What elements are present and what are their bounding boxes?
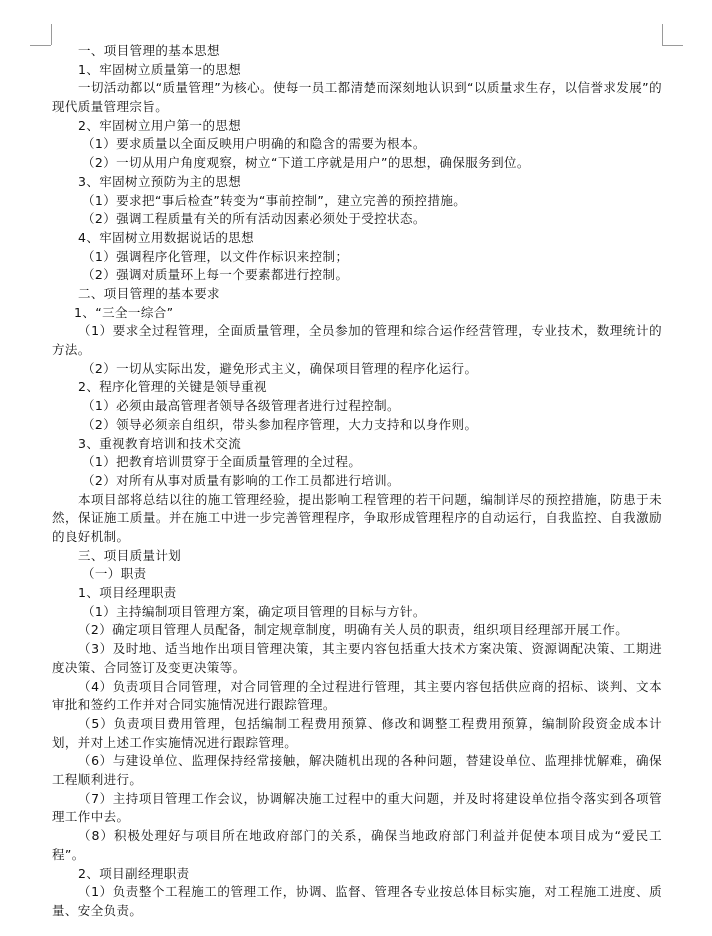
document-line: （1）要求把“事后检查”转变为“事前控制”，建立完善的预控措施。	[82, 192, 467, 208]
document-line: 4、牢固树立用数据说话的思想	[78, 229, 255, 245]
document-line: （2）领导必须亲自组织，带头参加程序管理，大力支持和以身作则。	[82, 416, 478, 432]
document-line: 2、项目副经理职责	[78, 865, 190, 881]
document-line: （7）主持项目管理工作会议，协调解决施工过程中的重大问题，并及时将建设单位指令落实到各项管理工作中去。	[52, 790, 662, 825]
document-line: （1）要求全过程管理，全面质量管理，全员参加的管理和综合运作经营管理，专业技术，数理统计的方法。	[52, 323, 662, 358]
document-line: 本项目部将总结以往的施工管理经验，提出影响工程管理的若干问题，编制详尽的预控措施，防患于未然，保证施工质量。并在施工中进一步完善管理程序，争取形成管理程序的自动运行，自我监控、自我激励的良好机制。	[52, 491, 662, 544]
document-line: （2）一切从实际出发，避免形式主义，确保项目管理的程序化运行。	[82, 360, 478, 376]
document-line: （5）负责项目费用管理，包括编制工程费用预算、修改和调整工程费用预算，编制阶段资金成本计划，并对上述工作实施情况进行跟踪管理。	[52, 715, 662, 750]
document-line: （2）强调对质量环上每一个要素都进行控制。	[82, 267, 349, 283]
document-line: 一、项目管理的基本思想	[78, 43, 220, 58]
document-line: （1）要求质量以全面反映用户明确的和隐含的需要为根本。	[82, 136, 426, 152]
document-line: （一）职责	[82, 566, 147, 582]
document-line: 2、牢固树立用户第一的思想	[78, 117, 242, 133]
document-line: （1）必须由最高管理者领导各级管理者进行过程控制。	[82, 398, 400, 414]
document-line: 一切活动都以“质量管理”为核心。使每一员工都清楚而深刻地认识到“以质量求生存，以信誉求发展”的现代质量管理宗旨。	[52, 80, 662, 115]
document-line: （1）主持编制项目管理方案，确定项目管理的目标与方针。	[82, 603, 426, 619]
document-line: （2）强调工程质量有关的所有活动因素必须处于受控状态。	[82, 211, 426, 227]
document-line: （3）及时地、适当地作出项目管理决策，其主要内容包括重大技术方案决策、资源调配决策、工期进度决策、合同签订及变更决策等。	[52, 641, 662, 675]
document-line: （2）对所有从事对质量有影响的工作工员都进行培训。	[82, 472, 400, 488]
document-line: 1、“三全一综合”	[74, 304, 174, 320]
document-line: （1）把教育培训贯穿于全面质量管理的全过程。	[82, 454, 362, 470]
document-line: 3、重视教育培训和技术交流	[78, 435, 242, 451]
document-line: （1）强调程序化管理，以文件作标识来控制；	[82, 248, 349, 264]
document-line: （2）确定项目管理人员配备，制定规章制度，明确有关人员的职责，组织项目经理部开展工作。	[78, 622, 629, 638]
document-line: 二、项目管理的基本要求	[78, 285, 220, 301]
document-line: 1、牢固树立质量第一的思想	[78, 61, 242, 77]
document-line: 3、牢固树立预防为主的思想	[78, 173, 242, 189]
document-line: 2、程序化管理的关键是领导重视	[78, 379, 267, 395]
document-body	[52, 42, 662, 921]
document-line: （8）积极处理好与项目所在地政府部门的关系，确保当地政府部门利益并促使本项目成为“爱民工程”。	[52, 828, 662, 862]
document-line: 三、项目质量计划	[78, 547, 182, 563]
document-line: （6）与建设单位、监理保持经常接触，解决随机出现的各种问题，替建设单位、监理排忧解难，确保工程顺利进行。	[52, 753, 662, 788]
document-line: （2）一切从用户角度观察，树立“下道工序就是用户”的思想，确保服务到位。	[82, 155, 530, 171]
document-line: （4）负责项目合同管理，对合同管理的全过程进行管理，其主要内容包括供应商的招标、谈判、文本审批和签约工作并对合同实施情况进行跟踪管理。	[52, 678, 662, 713]
document-line: 1、项目经理职责	[78, 585, 177, 601]
document-line: （1）负责整个工程施工的管理工作，协调、监督、管理各专业按总体目标实施，对工程施工进度、质量、安全负责。	[52, 884, 662, 918]
